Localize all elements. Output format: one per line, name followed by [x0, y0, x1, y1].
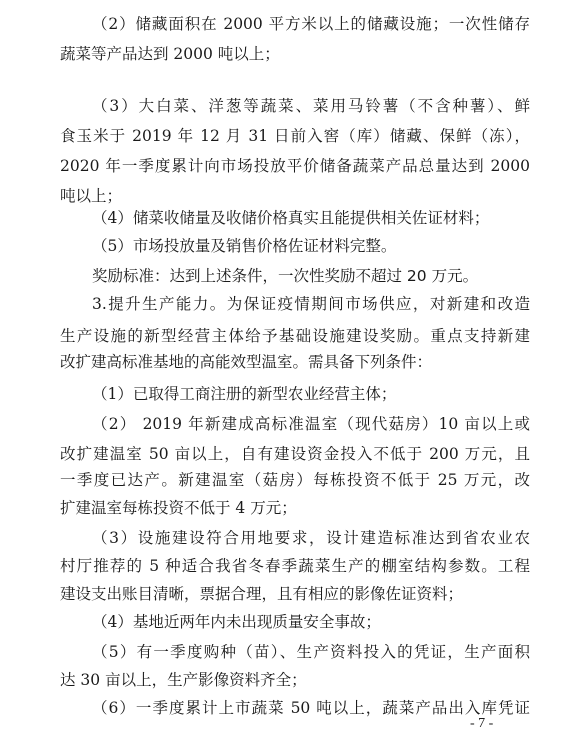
text-line: 扩建温室每栋投资不低于 4 万元； — [60, 499, 297, 517]
text-line: （5）有一季度购种（苗）、生产资料投入的凭证，生产面积 — [92, 643, 530, 661]
text-line: 生产设施的新型经营主体给予基础设施建设奖励。重点支持新建 — [60, 327, 530, 345]
text-line: （4）储菜收储量及收储价格真实且能提供相关佐证材料； — [92, 209, 490, 227]
text-line: 吨以上； — [60, 187, 123, 205]
text-line: （3）大白菜、洋葱等蔬菜、菜用马铃薯（不含种薯）、鲜 — [92, 97, 530, 115]
text-line: 改扩建高标准基地的高能效型温室。需具备下列条件： — [60, 353, 433, 371]
text-line: （5）市场投放量及销售价格佐证材料完整。 — [92, 237, 397, 255]
text-line: 蔬菜等产品达到 2000 吨以上； — [60, 45, 280, 63]
text-line: （2） 2019 年新建成高标准温室（现代菇房）10 亩以上或 — [92, 415, 530, 433]
text-line: 一季度已达产。新建温室（菇房）每栋投资不低于 25 万元，改 — [60, 471, 530, 489]
reward-standard-line: 奖励标准：达到上述条件，一次性奖励不超过 20 万元。 — [92, 267, 479, 285]
page-number: - 7 - — [470, 716, 494, 731]
text-line: 村厅推荐的 5 种适合我省冬春季蔬菜生产的棚室结构参数。工程 — [60, 557, 530, 575]
section-heading-line: 3.提升生产能力。为保证疫情期间市场供应，对新建和改造 — [92, 295, 530, 313]
text-line: （3）设施建设符合用地要求，设计建造标准达到省农业农 — [92, 529, 530, 547]
text-line: 达 30 亩以上，生产影像资料齐全； — [60, 671, 307, 689]
text-line: （2）储藏面积在 2000 平方米以上的储藏设施；一次性储存 — [92, 15, 530, 33]
text-line: （1）已取得工商注册的新型农业经营主体； — [92, 385, 397, 403]
text-line: 2020 年一季度累计向市场投放平价储备蔬菜产品总量达到 2000 — [60, 157, 530, 175]
text-line: （4）基地近两年内未出现质量安全事故； — [92, 613, 381, 631]
text-line: 建设支出账目清晰，票据合理，且有相应的影像佐证资料； — [60, 585, 464, 603]
text-line: 食玉米于 2019 年 12 月 31 日前入窖（库）储藏、保鲜（冻）， — [60, 127, 530, 145]
text-line: 改扩建温室 50 亩以上，自有建设资金投入不低于 200 万元，且 — [60, 445, 530, 463]
text-line: （6）一季度累计上市蔬菜 50 吨以上，蔬菜产品出入库凭证 — [92, 699, 530, 717]
